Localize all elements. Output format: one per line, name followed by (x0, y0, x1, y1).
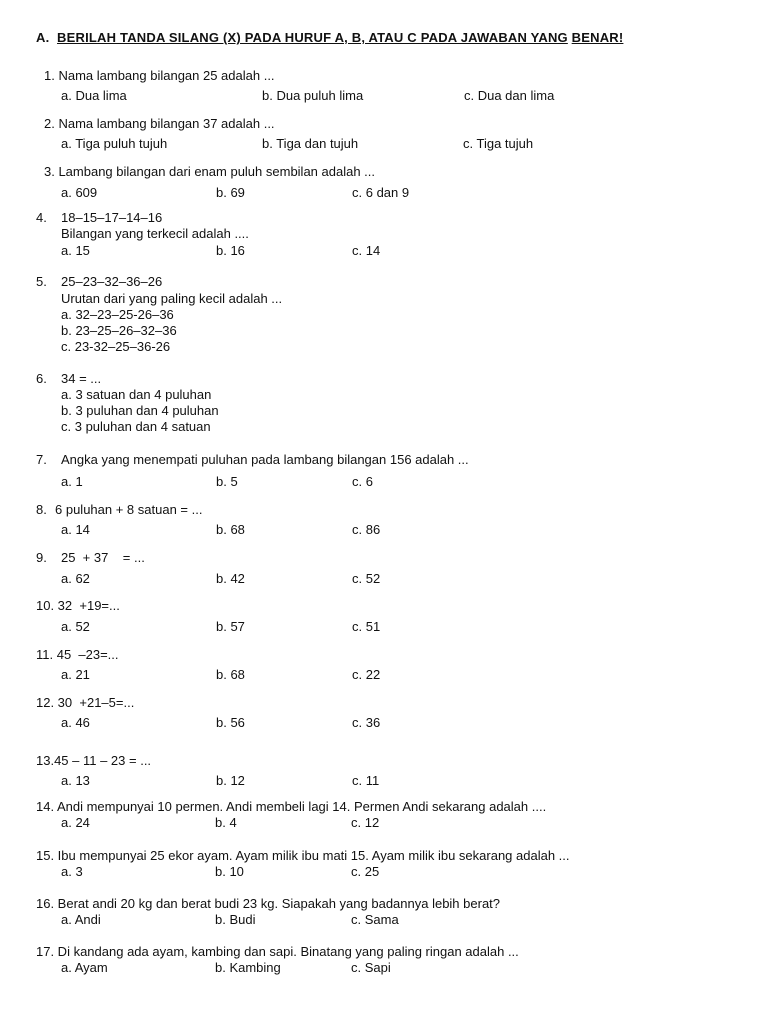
question-4-prompt: Bilangan yang terkecil adalah .... (61, 226, 249, 241)
q3-option-b[interactable]: b. 69 (216, 185, 245, 200)
q5-option-a[interactable]: a. 32–23–25-26–36 (61, 307, 174, 322)
q6-option-b[interactable]: b. 3 puluhan dan 4 puluhan (61, 403, 219, 418)
q15-option-a[interactable]: a. 3 (61, 864, 83, 879)
q2-option-b[interactable]: b. Tiga dan tujuh (262, 136, 359, 151)
q6-option-a[interactable]: a. 3 satuan dan 4 puluhan (61, 387, 212, 402)
q17-option-c[interactable]: c. Sapi (351, 960, 391, 975)
question-9-prompt: 25 + 37 = ... (61, 550, 145, 565)
heading-last-word: BENAR! (571, 30, 624, 45)
question-5-sequence: 25–23–32–36–26 (61, 274, 163, 289)
question-12: 12. 30 +21–5=... (36, 695, 135, 710)
q17-option-a[interactable]: a. Ayam (61, 960, 108, 975)
q1-option-c[interactable]: c. Dua dan lima (464, 88, 555, 103)
heading-text: BERILAH TANDA SILANG (X) PADA HURUF A, B, ATAU C PADA JAWABAN YANG (57, 30, 568, 45)
question-1: 1. Nama lambang bilangan 25 adalah ... (44, 68, 275, 83)
q14-option-c[interactable]: c. 12 (351, 815, 380, 830)
q6-option-c[interactable]: c. 3 puluhan dan 4 satuan (61, 419, 211, 434)
q10-option-c[interactable]: c. 51 (352, 619, 381, 634)
question-8-prompt: 6 puluhan + 8 satuan = ... (55, 502, 203, 517)
q2-option-a[interactable]: a. Tiga puluh tujuh (61, 136, 168, 151)
q13-option-c[interactable]: c. 11 (352, 773, 380, 788)
q8-option-c[interactable]: c. 86 (352, 522, 381, 537)
q10-option-b[interactable]: b. 57 (216, 619, 245, 634)
q17-option-b[interactable]: b. Kambing (215, 960, 281, 975)
q16-option-a[interactable]: a. Andi (61, 912, 101, 927)
question-7-number: 7. (36, 452, 47, 467)
question-11: 11. 45 –23=... (36, 647, 119, 662)
q8-option-a[interactable]: a. 14 (61, 522, 90, 537)
q3-option-c[interactable]: c. 6 dan 9 (352, 185, 410, 200)
q16-option-c[interactable]: c. Sama (351, 912, 399, 927)
q9-option-a[interactable]: a. 62 (61, 571, 90, 586)
question-16: 16. Berat andi 20 kg dan berat budi 23 kg. Siapakah yang badannya lebih berat? (36, 896, 501, 911)
q3-option-a[interactable]: a. 609 (61, 185, 98, 200)
q15-option-c[interactable]: c. 25 (351, 864, 380, 879)
q5-option-c[interactable]: c. 23-32–25–36-26 (61, 339, 171, 354)
q14-option-a[interactable]: a. 24 (61, 815, 90, 830)
question-13: 13.45 – 11 – 23 = ... (36, 753, 152, 768)
q9-option-b[interactable]: b. 42 (216, 571, 245, 586)
question-6-prompt: 34 = ... (61, 371, 102, 386)
q4-option-b[interactable]: b. 16 (216, 243, 245, 258)
q13-option-b[interactable]: b. 12 (216, 773, 245, 788)
q13-option-a[interactable]: a. 13 (61, 773, 90, 788)
question-8-number: 8. (36, 502, 47, 517)
q12-option-a[interactable]: a. 46 (61, 715, 90, 730)
question-15: 15. Ibu mempunyai 25 ekor ayam. Ayam milik ibu mati 15. Ayam milik ibu sekarang adalah ... (36, 848, 570, 863)
question-5-number: 5. (36, 274, 47, 289)
section-heading (36, 30, 623, 45)
q11-option-a[interactable]: a. 21 (61, 667, 90, 682)
question-6-number: 6. (36, 371, 47, 386)
question-4-number: 4. (36, 210, 47, 225)
q1-option-b[interactable]: b. Dua puluh lima (262, 88, 364, 103)
q11-option-c[interactable]: c. 22 (352, 667, 381, 682)
q10-option-a[interactable]: a. 52 (61, 619, 90, 634)
q2-option-c[interactable]: c. Tiga tujuh (463, 136, 534, 151)
q7-option-a[interactable]: a. 1 (61, 474, 83, 489)
q5-option-b[interactable]: b. 23–25–26–32–36 (61, 323, 177, 338)
question-4-sequence: 18–15–17–14–16 (61, 210, 163, 225)
q12-option-c[interactable]: c. 36 (352, 715, 381, 730)
q9-option-c[interactable]: c. 52 (352, 571, 381, 586)
q12-option-b[interactable]: b. 56 (216, 715, 245, 730)
question-3: 3. Lambang bilangan dari enam puluh sembilan adalah ... (44, 164, 376, 179)
q4-option-a[interactable]: a. 15 (61, 243, 90, 258)
question-14: 14. Andi mempunyai 10 permen. Andi membeli lagi 14. Permen Andi sekarang adalah .... (36, 799, 547, 814)
q7-option-b[interactable]: b. 5 (216, 474, 238, 489)
question-9-number: 9. (36, 550, 47, 565)
q16-option-b[interactable]: b. Budi (215, 912, 256, 927)
heading-prefix: A. (36, 30, 50, 45)
q11-option-b[interactable]: b. 68 (216, 667, 245, 682)
question-17: 17. Di kandang ada ayam, kambing dan sapi. Binatang yang paling ringan adalah ... (36, 944, 519, 959)
q15-option-b[interactable]: b. 10 (215, 864, 244, 879)
q8-option-b[interactable]: b. 68 (216, 522, 245, 537)
q14-option-b[interactable]: b. 4 (215, 815, 237, 830)
question-7-prompt: Angka yang menempati puluhan pada lambang bilangan 156 adalah ... (61, 452, 469, 467)
question-2: 2. Nama lambang bilangan 37 adalah ... (44, 116, 275, 131)
q4-option-c[interactable]: c. 14 (352, 243, 381, 258)
q7-option-c[interactable]: c. 6 (352, 474, 373, 489)
question-5-prompt: Urutan dari yang paling kecil adalah ... (61, 291, 283, 306)
question-10: 10. 32 +19=... (36, 598, 120, 613)
q1-option-a[interactable]: a. Dua lima (61, 88, 127, 103)
